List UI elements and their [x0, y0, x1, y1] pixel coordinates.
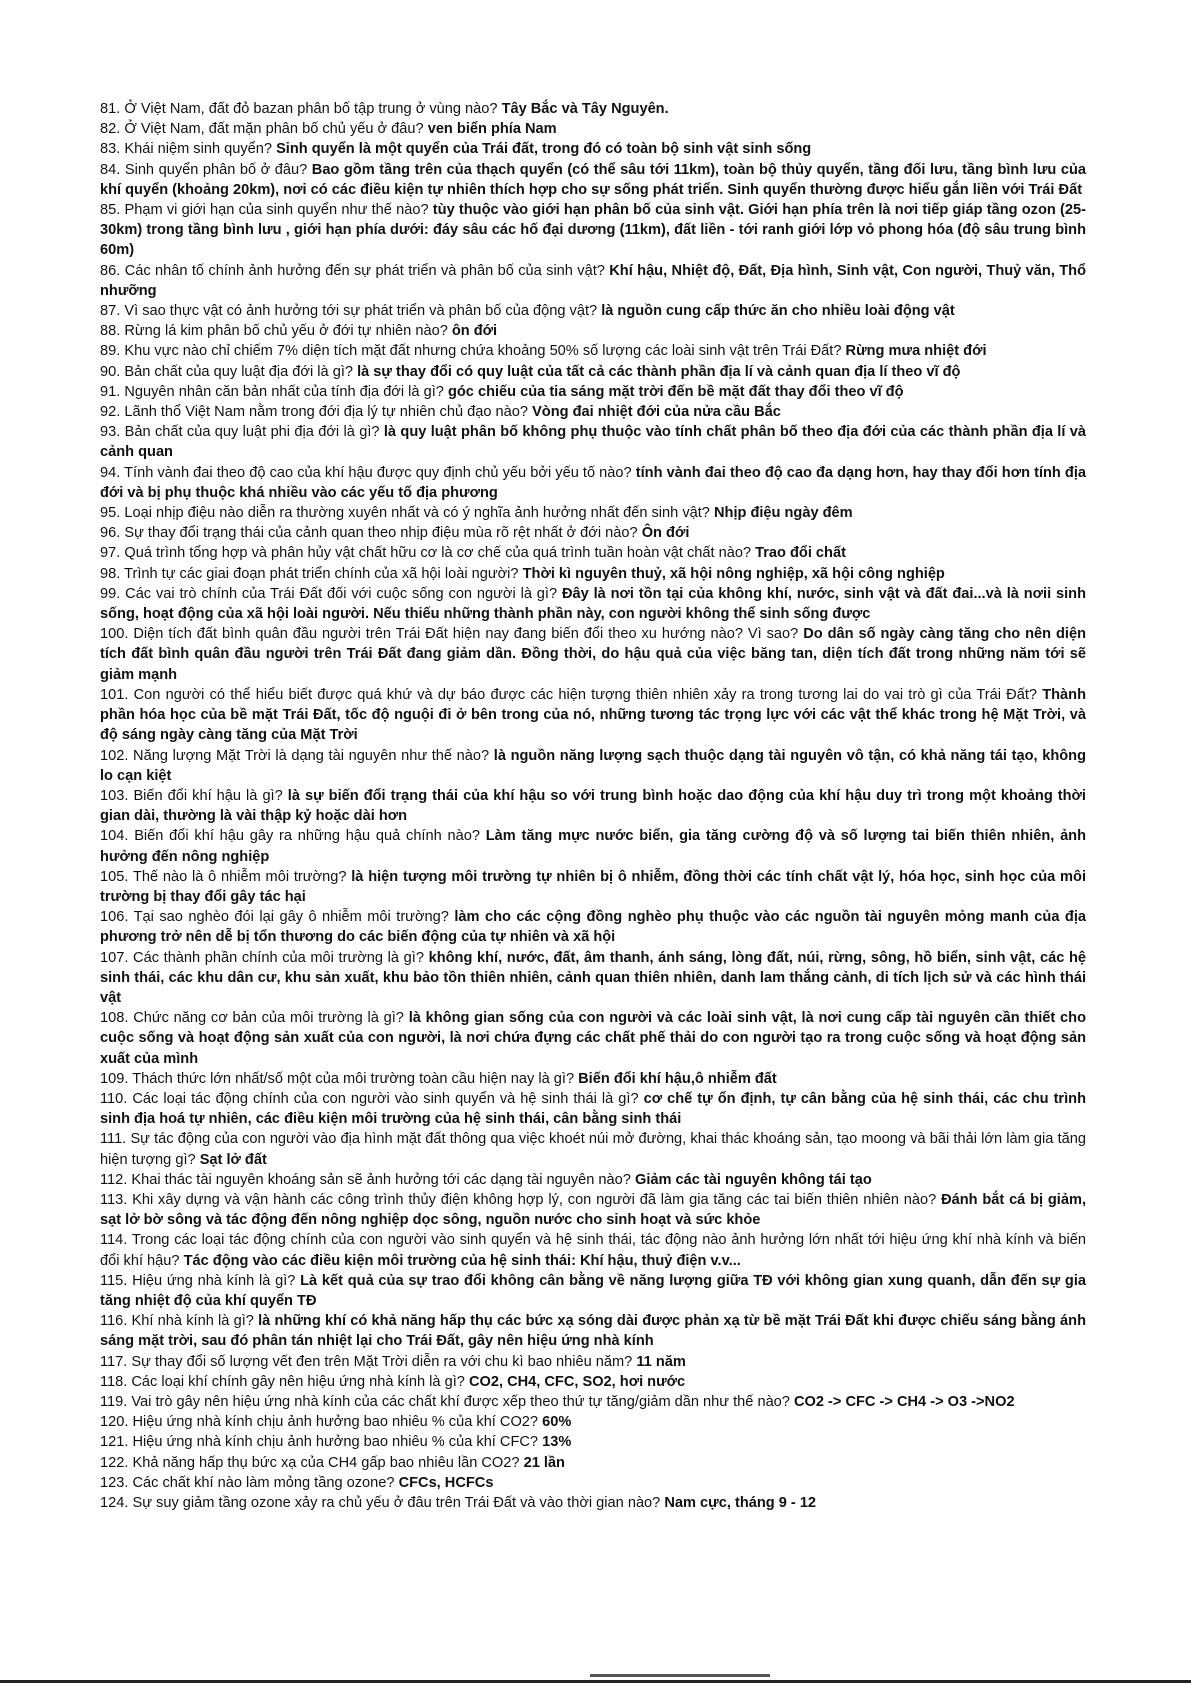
question-text: Phạm vi giới hạn của sinh quyển như thế nào?	[124, 202, 429, 219]
question-number: 111.	[100, 1131, 127, 1148]
question-number: 103.	[100, 787, 129, 804]
question-text: Các vai trò chính của Trái Đất đối với cuộc sống con người là gì?	[125, 585, 558, 602]
question-text: Biến đổi khí hậu là gì?	[133, 787, 283, 804]
qa-item	[100, 1392, 1086, 1412]
qa-item	[100, 341, 1086, 361]
question-text: Khí nhà kính là gì?	[131, 1313, 254, 1330]
qa-item	[100, 1069, 1086, 1089]
qa-item	[100, 1453, 1086, 1473]
qa-item	[100, 907, 1086, 947]
question-text: Tại sao nghèo đói lại gây ô nhiễm môi trường?	[133, 909, 449, 926]
question-text: Bản chất của quy luật địa đới là gì?	[124, 363, 353, 380]
qa-item	[100, 463, 1086, 503]
question-number: 98.	[100, 565, 121, 582]
question-text: Trong các loại tác động chính của con người vào sinh quyển và hệ sinh thái, tác động nào ảnh hưởng lớn nhất tới hiệu ứng khí nhà kính và biến đổi khí hậu?	[100, 1232, 1086, 1269]
answer-text: 11 năm	[636, 1353, 686, 1370]
answer-text: Tây Bắc và Tây Nguyên.	[501, 101, 669, 117]
question-number: 107.	[100, 949, 129, 966]
answer-text: là hiện tượng môi trường tự nhiên bị ô nhiễm, đồng thời các tính chất vật lý, hóa học, sinh học của môi trường bị thay đổi gây tác hại	[100, 868, 1087, 905]
answer-text: là những khí có khả năng hấp thụ các bức xạ sóng dài được phản xạ từ bề mặt Trái Đất khi được chiếu sáng bằng ánh sáng mặt trời, sau đó phân tán nhiệt lại cho Trái Đất, gây nên hiệu ứng nhà kính	[100, 1313, 1086, 1350]
question-text: Bản chất của quy luật phi địa đới là gì?	[124, 424, 380, 441]
answer-text: Đây là nơi tồn tại của không khí, nước, sinh vật và đất đai...và là nơii sinh sống, hoạt động của xã hội loài người. Nếu thiếu những thành phần này, con người không thể sinh sống được	[100, 585, 1086, 623]
answer-text: CO2, CH4, CFC, SO2, hơi nước	[468, 1373, 686, 1390]
question-text: Diện tích đất bình quân đầu người trên Trái Đất hiện nay đang biến đổi theo xu hướng nào? Vì sao?	[133, 626, 799, 643]
answer-text: Thành phần hóa học của bề mặt Trái Đất, tốc độ nguội đi ở bên trong của nó, những tương tác trọng lực với các vật thể khác trong hệ Mặt Trời, và độ sáng ngày càng tăng của Mặt Trời	[100, 686, 1086, 744]
question-text: Chức năng cơ bản của môi trường là gì?	[133, 1010, 404, 1027]
question-text: Khai thác tài nguyên khoáng sản sẽ ảnh hưởng tới các dạng tài nguyên nào?	[131, 1171, 631, 1188]
question-number: 93.	[100, 424, 121, 441]
question-number: 121.	[100, 1434, 129, 1451]
answer-text: Giảm các tài nguyên không tái tạo	[634, 1171, 872, 1188]
question-text: Khái niệm sinh quyển?	[124, 141, 273, 158]
question-text: Sự tác động của con người vào địa hình mặt đất thông qua việc khoét núi mở đường, khai thác khoáng sản, tạo moong và bãi thải lớn làm gia tăng hiện tượng gì?	[100, 1131, 1086, 1168]
qa-item	[100, 826, 1086, 866]
answer-text: tùy thuộc vào giới hạn phân bố của sinh vật. Giới hạn phía trên là nơi tiếp giáp tầng ozon (25-30km) trong tầng bình lưu , giới hạn phía dưới: đáy sâu các hố đại dương (11km), đất liền - tới ranh giới lớp vỏ phong hóa (độ sâu trung bình 60m)	[100, 202, 1086, 259]
qa-item	[100, 402, 1086, 422]
question-number: 104.	[100, 828, 129, 845]
question-number: 91.	[100, 383, 121, 400]
qa-item	[100, 786, 1086, 826]
question-text: Ở Việt Nam, đất đỏ bazan phân bố tập trung ở vùng nào?	[124, 101, 498, 117]
answer-text: là sự biến đổi trạng thái của khí hậu so với trung bình hoặc dao động của khí hậu duy trì trong một khoảng thời gian dài, thường là vài thập kỷ hoặc dài hơn	[100, 787, 1086, 825]
answer-text: Làm tăng mực nước biển, gia tăng cường độ và số lượng tai biến thiên nhiên, ảnh hưởng đến nông nghiệp	[100, 828, 1087, 865]
question-text: Quá trình tổng hợp và phân hủy vật chất hữu cơ là cơ chế của quá trình tuần hoàn vật chất nào?	[124, 545, 752, 562]
question-number: 112.	[100, 1171, 128, 1188]
qa-item	[100, 1412, 1086, 1432]
answer-text: Nam cực, tháng 9 - 12	[664, 1495, 817, 1512]
qa-item	[100, 99, 1086, 119]
question-number: 116.	[100, 1313, 128, 1330]
qa-item	[100, 200, 1086, 261]
qa-item	[100, 746, 1086, 786]
question-number: 96.	[100, 525, 121, 542]
question-number: 83.	[100, 141, 121, 158]
qa-item	[100, 1473, 1086, 1493]
question-number: 92.	[100, 404, 121, 421]
question-text: Hiệu ứng nhà kính là gì?	[132, 1272, 296, 1289]
question-text: Lãnh thổ Việt Nam nằm trong đới địa lý tự nhiên chủ đạo nào?	[124, 404, 528, 421]
answer-text: Trao đổi chất	[755, 545, 846, 562]
qa-item	[100, 624, 1086, 685]
question-text: Vì sao thực vật có ảnh hưởng tới sự phát triển và phân bố của động vật?	[124, 303, 598, 320]
question-text: Con người có thể hiểu biết được quá khứ và dự báo được các hiện tượng thiên nhiên xảy ra trong tương lai do vai trò gì của Trái Đất?	[133, 686, 1037, 703]
question-number: 120.	[100, 1414, 129, 1431]
page-bottom-rule	[0, 1680, 1191, 1683]
qa-item	[100, 1089, 1086, 1129]
answer-text: Biến đổi khí hậu,ô nhiễm đất	[578, 1070, 777, 1087]
question-number: 84.	[100, 161, 121, 178]
question-text: Sự thay đổi số lượng vết đen trên Mặt Trời diễn ra với chu kì bao nhiêu năm?	[131, 1353, 633, 1370]
question-number: 82.	[100, 121, 121, 138]
question-number: 85.	[100, 202, 121, 219]
answer-text: là sự thay đổi có quy luật của tất cả các thành phần địa lí và cảnh quan địa lí theo vĩ độ	[357, 363, 961, 380]
document-page	[100, 99, 1086, 1513]
qa-item	[100, 1230, 1086, 1270]
question-number: 123.	[100, 1474, 129, 1491]
question-text: Sự thay đổi trạng thái của cảnh quan theo nhịp điệu mùa rõ rệt nhất ở đới nào?	[124, 525, 638, 542]
qa-item	[100, 321, 1086, 341]
question-text: Các loại khí chính gây nên hiệu ứng nhà kính là gì?	[131, 1373, 465, 1390]
question-text: Vai trò gây nên hiệu ứng nhà kính của các chất khí được xếp theo thứ tự tăng/giảm dần như thế nào?	[131, 1394, 790, 1410]
answer-text: Sạt lở đất	[199, 1151, 267, 1168]
qa-item	[100, 382, 1086, 402]
qa-item	[100, 564, 1086, 584]
question-text: Hiệu ứng nhà kính chịu ảnh hưởng bao nhiêu % của khí CFC?	[132, 1434, 539, 1451]
question-text: Các thành phần chính của môi trường là gì?	[133, 949, 424, 966]
qa-item	[100, 119, 1086, 139]
qa-item	[100, 867, 1086, 907]
question-number: 99.	[100, 585, 121, 602]
question-text: Sự suy giảm tầng ozone xảy ra chủ yếu ở đâu trên Trái Đất và vào thời gian nào?	[132, 1495, 661, 1512]
question-number: 97.	[100, 545, 121, 562]
answer-text: 13%	[542, 1434, 572, 1451]
qa-item	[100, 685, 1086, 746]
question-number: 114.	[100, 1232, 128, 1249]
answer-text: Do dân số ngày càng tăng cho nên diện tích đất bình quân đầu người trên Trái Đất đang giảm dần. Đồng thời, do hậu quả của việc băng tan, diện tích đất trong những năm tới sẽ giảm mạnh	[100, 626, 1087, 683]
qa-item	[100, 543, 1086, 563]
answer-text: ôn đới	[451, 323, 498, 340]
question-text: Khu vực nào chỉ chiếm 7% diện tích mặt đất nhưng chứa khoảng 50% số lượng các loài sinh vật trên Trái Đất?	[124, 343, 842, 360]
question-text: Các chất khí nào làm mỏng tầng ozone?	[132, 1474, 395, 1491]
page-bottom-mark	[590, 1674, 770, 1677]
answer-text: Rừng mưa nhiệt đới	[845, 343, 987, 360]
qa-item	[100, 1432, 1086, 1452]
question-number: 101.	[100, 686, 129, 703]
question-number: 122.	[100, 1454, 129, 1471]
question-text: Rừng lá kim phân bố chủ yếu ở đới tự nhiên nào?	[124, 323, 448, 340]
qa-item	[100, 523, 1086, 543]
question-text: Hiệu ứng nhà kính chịu ảnh hưởng bao nhiêu % của khí CO2?	[132, 1414, 539, 1431]
qa-item	[100, 362, 1086, 382]
question-text: Loại nhịp điệu nào diễn ra thường xuyên nhất và có ý nghĩa ảnh hưởng nhất đến sinh vật?	[124, 505, 710, 522]
answer-text: CO2 -> CFC -> CH4 -> O3 ->NO2	[793, 1394, 1015, 1410]
question-number: 113.	[100, 1191, 128, 1208]
question-text: Khi xây dựng và vận hành các công trình thủy điện không hợp lý, con người đã làm gia tăng các tai biến thiên nhiên nào?	[132, 1191, 937, 1208]
qa-item	[100, 1271, 1086, 1311]
answer-text: Nhịp điệu ngày đêm	[713, 505, 853, 522]
question-text: Thách thức lớn nhất/số một của môi trường toàn cầu hiện nay là gì?	[132, 1070, 575, 1087]
question-text: Các nhân tố chính ảnh hưởng đến sự phát triển và phân bố của sinh vật?	[124, 262, 605, 279]
answer-text: Khí hậu, Nhiệt độ, Đất, Địa hình, Sinh vật, Con người, Thuỷ văn, Thổ nhưỡng	[100, 262, 1086, 299]
answer-text: góc chiếu của tia sáng mặt trời đến bề mặt đất thay đổi theo vĩ độ	[447, 383, 904, 400]
question-number: 87.	[100, 303, 121, 320]
question-number: 81.	[100, 101, 121, 117]
answer-text: 21 lần	[523, 1454, 565, 1471]
question-number: 102.	[100, 747, 129, 764]
answer-text: là không gian sống của con người và các loài sinh vật, là nơi cung cấp tài nguyên cần thiết cho cuộc sống và hoạt động sản xuất của con người, là nơi chứa đựng các chất phế thải do con người tạo ra trong cuộc sống và hoạt động sản xuất của mình	[100, 1010, 1086, 1067]
question-text: Thế nào là ô nhiễm môi trường?	[132, 868, 347, 885]
qa-item	[100, 1129, 1086, 1169]
question-number: 119.	[100, 1394, 128, 1410]
question-number: 108.	[100, 1010, 129, 1027]
answer-text: là nguồn cung cấp thức ăn cho nhiều loài động vật	[601, 303, 955, 320]
answer-text: ven biển phía Nam	[427, 121, 557, 138]
qa-item	[100, 584, 1086, 624]
answer-text: không khí, nước, đất, âm thanh, ánh sáng, lòng đất, núi, rừng, sông, hồ biển, sinh vật, các hệ sinh thái, các khu dân cư, khu sản xuất, khu bảo tồn thiên nhiên, cảnh quan thiên nhiên, danh lam thắng cảnh, di tích lịch sử và các hình thái vật	[100, 949, 1086, 1006]
answer-text: tính vành đai theo độ cao đa dạng hơn, hay thay đổi hơn tính địa đới và bị phụ thuộc khá nhiều vào các yếu tố địa phương	[100, 464, 1087, 501]
qa-item	[100, 1190, 1086, 1230]
question-number: 105.	[100, 868, 129, 885]
question-number: 86.	[100, 262, 121, 279]
question-number: 124.	[100, 1495, 129, 1512]
answer-text: Thời kì nguyên thuỷ, xã hội nông nghiệp, xã hội công nghiệp	[522, 565, 945, 582]
question-number: 95.	[100, 505, 121, 522]
answer-text: Tác động vào các điều kiện môi trường của hệ sinh thái: Khí hậu, thuỷ điện v.v...	[183, 1252, 741, 1269]
qa-item	[100, 139, 1086, 159]
question-number: 115.	[100, 1272, 128, 1289]
answer-text: CFCs, HCFCs	[398, 1474, 494, 1491]
qa-item	[100, 503, 1086, 523]
question-number: 94.	[100, 464, 121, 481]
question-number: 89.	[100, 343, 121, 360]
qa-item	[100, 261, 1086, 301]
question-text: Các loại tác động chính của con người vào sinh quyển và hệ sinh thái là gì?	[132, 1090, 639, 1107]
qa-item	[100, 1372, 1086, 1392]
question-number: 110.	[100, 1090, 128, 1107]
answer-text: là quy luật phân bố không phụ thuộc vào tính chất phân bố theo địa đới của các thành phần địa lí và cảnh quan	[100, 424, 1086, 461]
question-text: Ở Việt Nam, đất mặn phân bố chủ yếu ở đâu?	[124, 121, 424, 138]
question-text: Năng lượng Mặt Trời là dạng tài nguyên như thế nào?	[133, 747, 490, 764]
answer-text: Là kết quả của sự trao đổi không cân bằng về năng lượng giữa TĐ với không gian xung quanh, dẫn đến sự gia tăng nhiệt độ của khí quyển TĐ	[100, 1272, 1087, 1309]
answer-text: Đánh bắt cá bị giảm, sạt lở bờ sông và tác động đến nông nghiệp dọc sông, nguồn nước cho sinh hoạt và sức khỏe	[100, 1191, 1087, 1229]
question-number: 117.	[100, 1353, 128, 1370]
question-text: Khả năng hấp thụ bức xạ của CH4 gấp bao nhiêu lần CO2?	[132, 1454, 520, 1471]
qa-item	[100, 301, 1086, 321]
qa-item	[100, 1352, 1086, 1372]
question-number: 106.	[100, 909, 129, 926]
qa-item	[100, 948, 1086, 1009]
answer-text: Bao gồm tầng trên của thạch quyển (có thể sâu tới 11km), toàn bộ thủy quyển, tầng đối lưu, tầng bình lưu của khí quyển (khoảng 20km), nơi có các điều kiện tự nhiên thích hợp cho sự sống phát triển. Sinh quyển thường được hiểu gắn liền với Trái Đất	[100, 161, 1087, 198]
qa-item	[100, 1311, 1086, 1351]
qa-item	[100, 1008, 1086, 1069]
answer-text: là nguồn năng lượng sạch thuộc dạng tài nguyên vô tận, có khả năng tái tạo, không lo cạn kiệt	[100, 747, 1086, 784]
qa-item	[100, 422, 1086, 462]
question-number: 90.	[100, 363, 121, 380]
qa-item	[100, 1493, 1086, 1513]
question-text: Trình tự các giai đoạn phát triển chính của xã hội loài người?	[124, 565, 519, 582]
question-text: Nguyên nhân căn bản nhất của tính địa đới là gì?	[124, 383, 444, 400]
question-text: Biến đổi khí hậu gây ra những hậu quả chính nào?	[134, 828, 480, 845]
answer-text: Ôn đới	[641, 525, 690, 542]
qa-item	[100, 1170, 1086, 1190]
answer-text: Sinh quyển là một quyển của Trái đất, trong đó có toàn bộ sinh vật sinh sống	[276, 141, 812, 158]
question-number: 88.	[100, 323, 121, 340]
question-number: 118.	[100, 1373, 128, 1390]
question-text: Sinh quyển phân bố ở đâu?	[124, 161, 308, 178]
answer-text: 60%	[542, 1414, 572, 1431]
question-text: Tính vành đai theo độ cao của khí hậu được quy định chủ yếu bởi yếu tố nào?	[124, 464, 632, 481]
answer-text: Vòng đai nhiệt đới của nửa cầu Bắc	[532, 404, 781, 421]
question-number: 100.	[100, 626, 129, 643]
answer-text: cơ chế tự ổn định, tự cân bằng của hệ sinh thái, các chu trình sinh địa hoá tự nhiên, các điều kiện môi trường của hệ sinh thái, cân bằng sinh thái	[100, 1090, 1086, 1128]
question-number: 109.	[100, 1070, 129, 1087]
answer-text: làm cho các cộng đồng nghèo phụ thuộc vào các nguồn tài nguyên mỏng manh của địa phương trở nên dễ bị tổn thương do các biến động của tự nhiên và xã hội	[100, 909, 1087, 946]
qa-item	[100, 160, 1086, 200]
